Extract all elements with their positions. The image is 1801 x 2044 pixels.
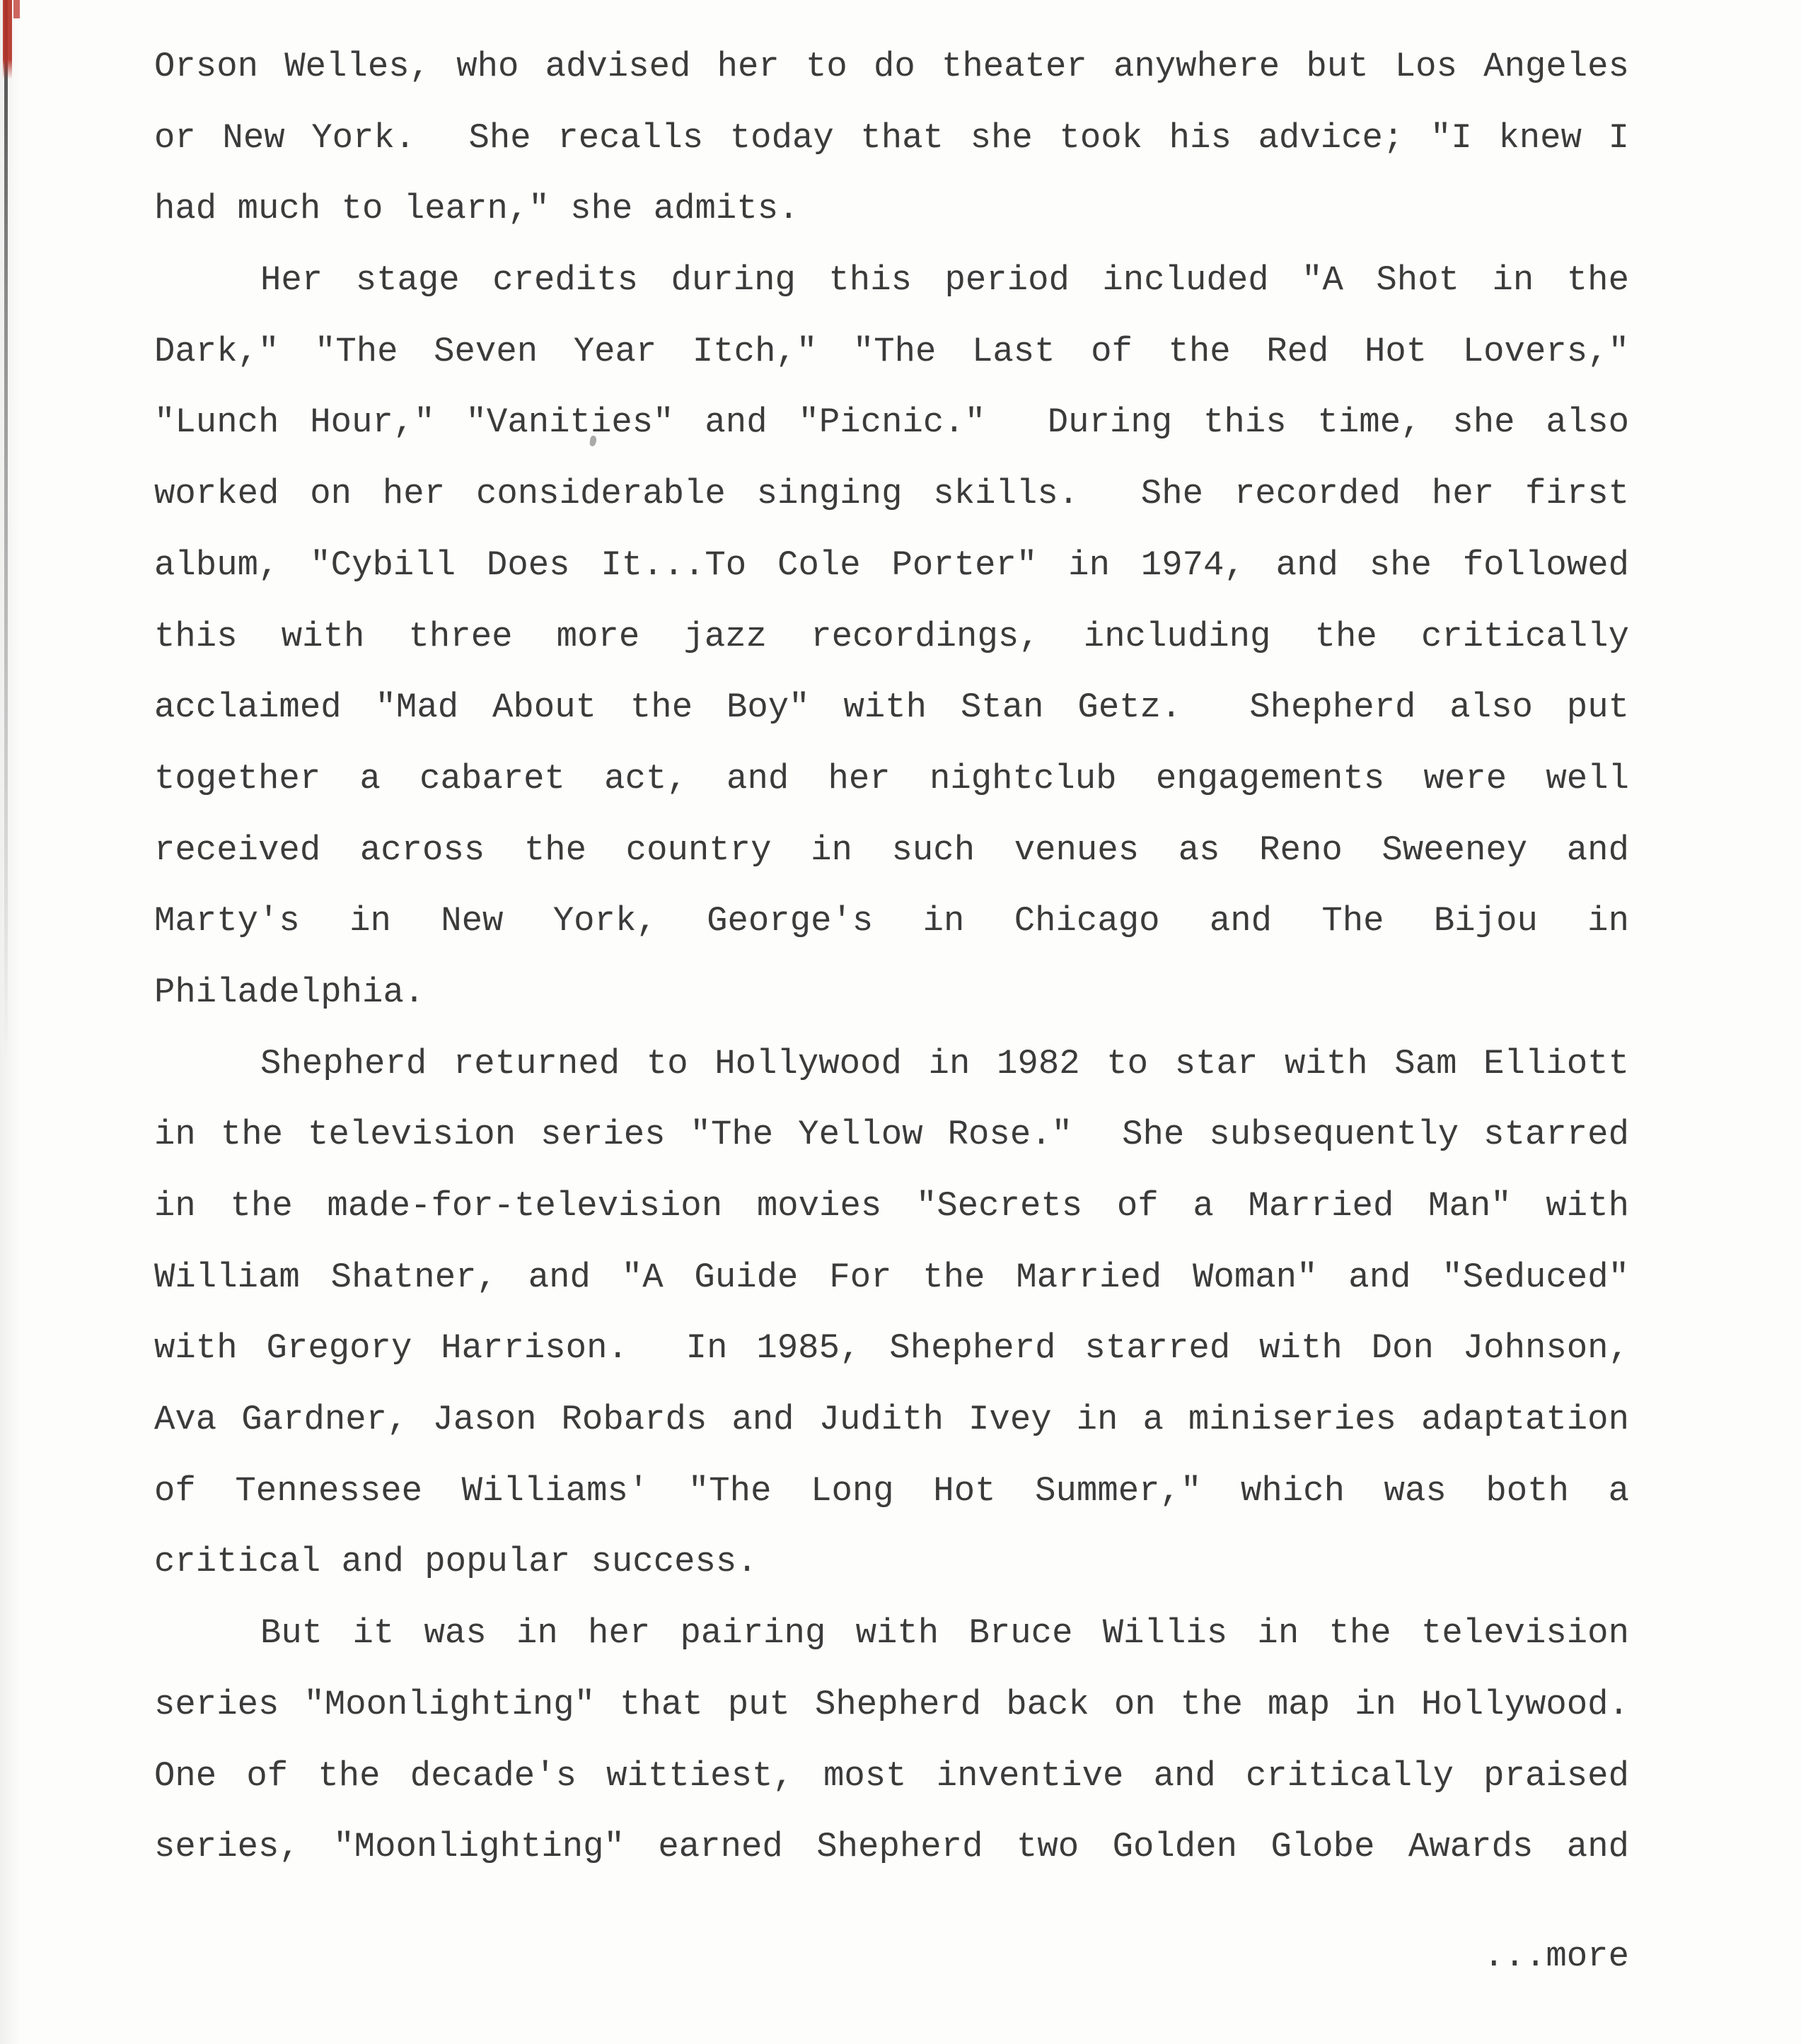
text-line: "Lunch Hour," "Vanities" and "Picnic." During this time, she also [154,402,1629,443]
red-pen-mark-small [13,0,20,18]
text-line: received across the country in such venues as Reno Sweeney and [154,830,1629,870]
scan-edge-line [4,0,8,1061]
text-line: with Gregory Harrison. In 1985, Shepherd starred with Don Johnson, [154,1328,1629,1369]
text-line: series, "Moonlighting" earned Shepherd two Golden Globe Awards and [154,1827,1629,1867]
text-line: Orson Welles, who advised her to do theater anywhere but Los Angeles [154,47,1629,86]
text-line: or New York. She recalls today that she took his advice; "I knew I [154,117,1629,158]
typewritten-text-block [154,31,1629,1992]
scan-edge-shading [0,0,21,2044]
text-line: critical and popular success. [154,1542,758,1582]
text-line: One of the decade's wittiest, most inventive and critically praised [154,1755,1629,1796]
text-line: But it was in her pairing with Bruce Willis in the television [260,1613,1629,1654]
text-line: of Tennessee Williams' "The Long Hot Summer," which was both a [154,1470,1629,1511]
text-line: Her stage credits during this period included "A Shot in the [260,260,1629,301]
text-line: Ava Gardner, Jason Robards and Judith Ivey in a miniseries adaptation [154,1400,1629,1440]
text-line: Shepherd returned to Hollywood in 1982 to star with Sam Elliott [260,1043,1629,1084]
text-line: Marty's in New York, George's in Chicago and The Bijou in [154,901,1629,941]
red-pen-mark [3,0,12,79]
text-line: series "Moonlighting" that put Shepherd back on the map in Hollywood. [154,1684,1629,1724]
text-line: Philadelphia. [154,972,425,1012]
text-line: acclaimed "Mad About the Boy" with Stan Getz. Shepherd also put [154,687,1629,728]
text-line: had much to learn," she admits. [154,189,799,229]
text-line: album, "Cybill Does It...To Cole Porter" in 1974, and she followed [154,545,1629,585]
text-line: worked on her considerable singing skills. She recorded her first [154,474,1629,514]
text-line: together a cabaret act, and her nightclub engagements were well [154,758,1629,799]
text-line: this with three more jazz recordings, including the critically [154,616,1629,656]
text-line: in the made-for-television movies "Secrets of a Married Man" with [154,1186,1629,1226]
text-line: Dark," "The Seven Year Itch," "The Last of the Red Hot Lovers," [154,331,1629,371]
text-line: in the television series "The Yellow Rose." She subsequently starred [154,1115,1629,1155]
more-indicator: ...more [1483,1936,1629,1976]
text-line: William Shatner, and "A Guide For the Married Woman" and "Seduced" [154,1257,1629,1297]
